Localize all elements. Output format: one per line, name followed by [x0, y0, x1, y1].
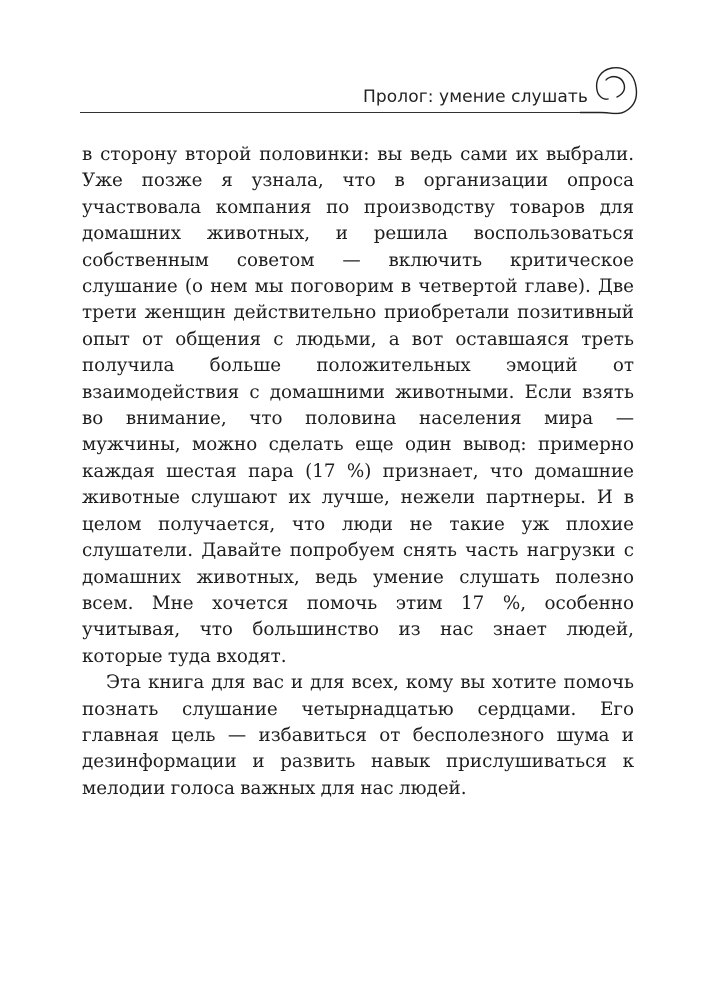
running-header-title: Пролог: умение слушать: [362, 87, 588, 107]
paragraph: в сторону второй половинки: вы ведь сами их выбрали. Уже позже я узнала, что в организации опроса участвовала компания по производству товаров для домашних животных, и решила воспользоваться собственным советом — включить критическое слушание (о нем мы поговорим в четвертой главе). Две трети женщин действительно приобретали позитивный опыт от общения с людьми, а вот оставшаяся треть получила больше положительных эмоций от взаимодействия с домашними животными. Если взять во внимание, что половина населения мира — мужчины, можно сделать еще один вывод: примерно каждая шестая пара (17 %) признает, что домашние животные слушают их лучше, нежели партнеры. И в целом получается, что люди не такие уж плохие слушатели. Давайте попробуем снять часть нагрузки с домашних животных, ведь умение слушать полезно всем. Мне хочется помочь этим 17 %, особенно учитывая, что большинство из нас знает людей, которые туда входят.: [82, 144, 634, 667]
running-header: [80, 62, 640, 122]
ear-icon: [580, 62, 640, 124]
header-rule: [80, 112, 605, 113]
body-text: [82, 142, 634, 802]
paragraph: Эта книга для вас и для всех, кому вы хотите помочь познать слушание четырнадцатью сердцами. Его главная цель — избавиться от бесполезного шума и дезинформации и развить навык прислушиваться к мелодии голоса важных для нас людей.: [82, 672, 634, 799]
